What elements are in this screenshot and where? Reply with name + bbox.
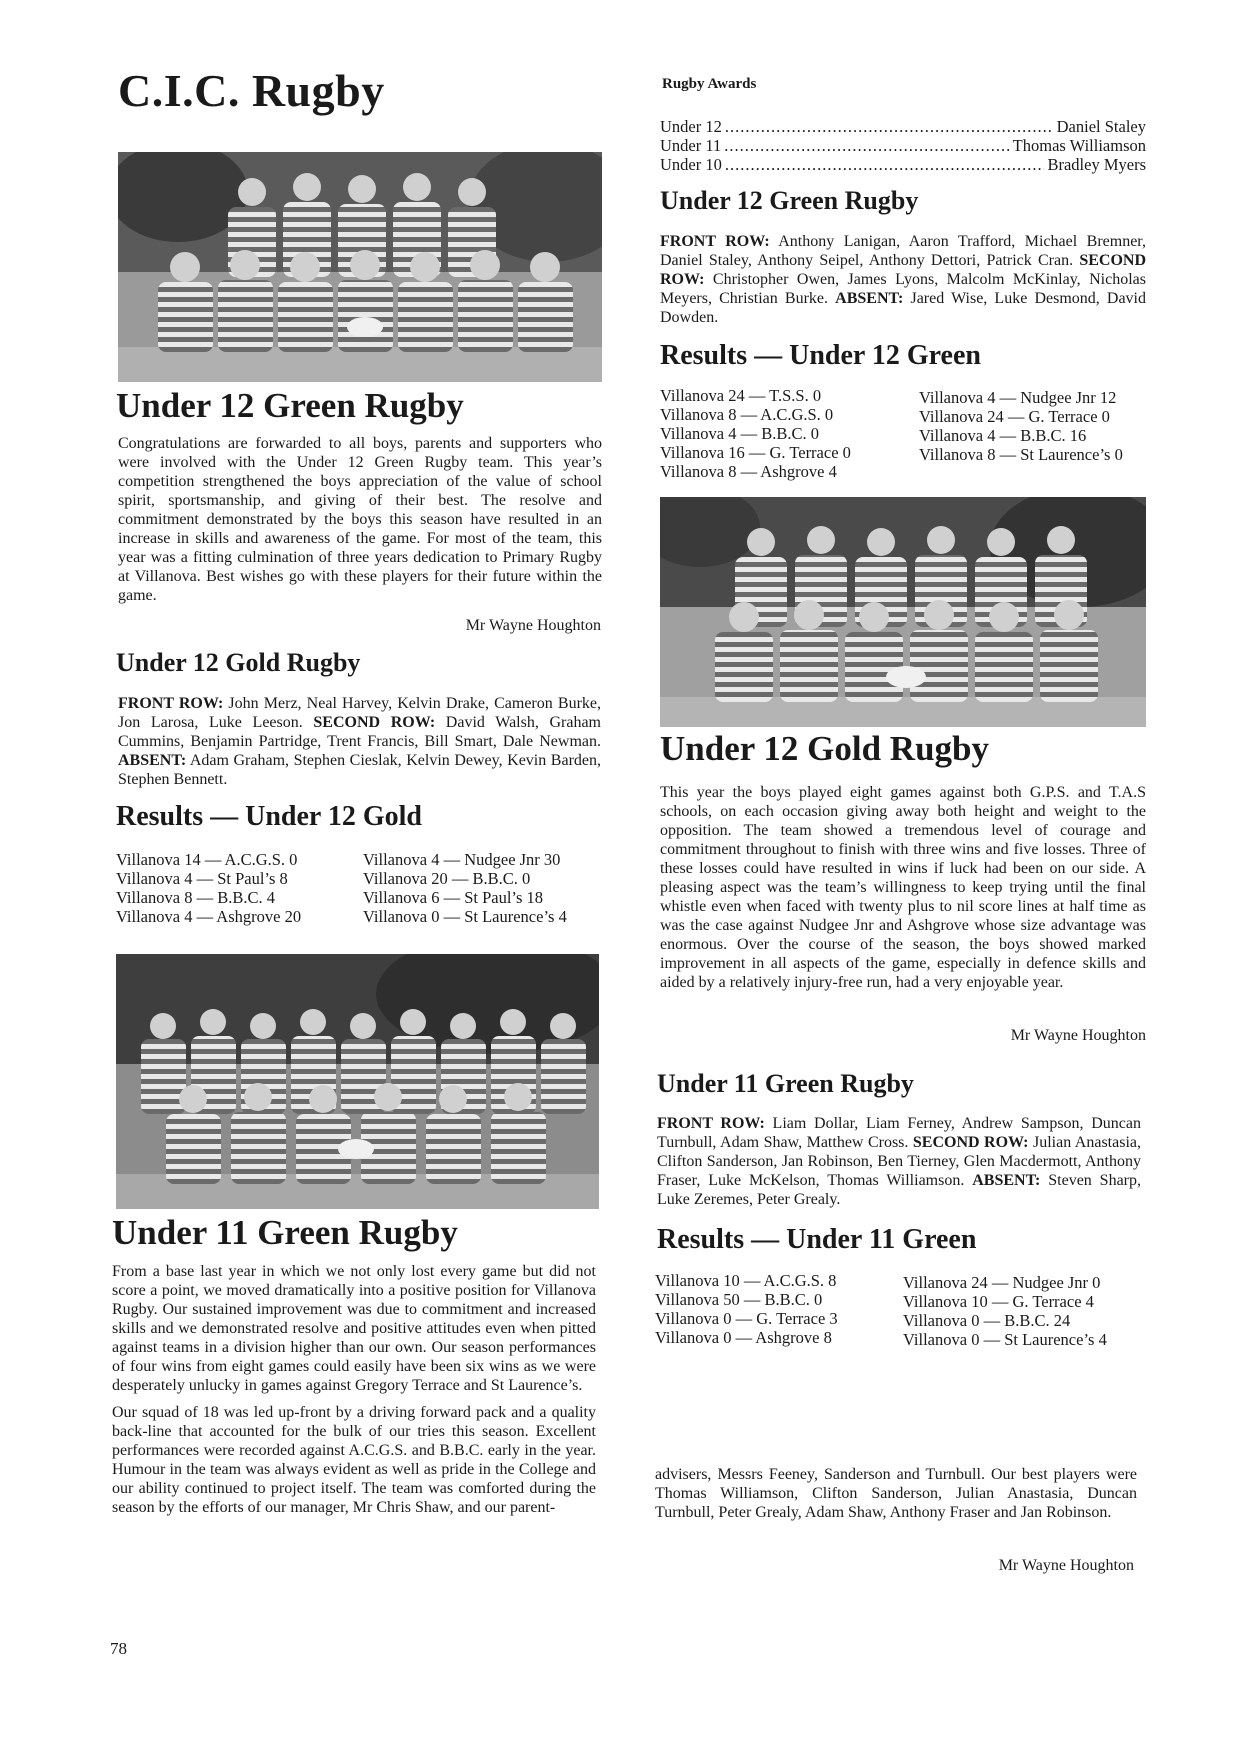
absent-label: ABSENT: [118, 752, 187, 769]
result-line: Villanova 20 — B.B.C. 0 [363, 869, 531, 888]
results-heading-u11-green: Results — Under 11 Green [657, 1224, 977, 1255]
roster-u12-green [660, 232, 1146, 327]
front-row-label: FRONT ROW: [118, 695, 224, 712]
second-row-names: David Walsh, Graham Cummins, Benjamin Partridge, Trent Francis, Bill Smart, Dale Newman. [118, 714, 602, 750]
award-leader-dots [725, 117, 1054, 136]
award-name: Thomas Williamson [1012, 136, 1146, 155]
second-row-label: SECOND ROW: [660, 252, 1146, 288]
result-line: Villanova 8 — B.B.C. 4 [116, 888, 275, 907]
results-u12-green-left [660, 386, 851, 481]
team-heading-u12-gold: Under 12 Gold Rugby [116, 648, 361, 677]
award-label: Under 11 [660, 136, 722, 155]
award-row [660, 136, 1146, 155]
roster-u11-green [657, 1114, 1141, 1209]
author-u11-green: Mr Wayne Houghton [998, 1557, 1134, 1574]
result-line: Villanova 4 — St Paul’s 8 [116, 869, 288, 888]
team-heading-u11-green: Under 11 Green Rugby [657, 1069, 914, 1098]
front-row-names: Anthony Lanigan, Aaron Trafford, Michael Bremner, Daniel Staley, Anthony Seipel, Anthony Dettori, Patrick Cran. [660, 233, 1146, 269]
result-line: Villanova 0 — St Laurence’s 4 [363, 907, 567, 926]
page-title: C.I.C. Rugby [118, 65, 385, 116]
report-u11-green-p2: Our squad of 18 was led up-front by a driving forward pack and a quality back-line that accounted for the bulk of our tries this season. Excellent performances were recorded against A.C.G.S. and B.B.C. early in the year. Humour in the team was always evident as well as pride in the College and our ability continued to project itself. The team was comforted during the season by the efforts of our manager, Mr Chris Shaw, and our parent- [112, 1404, 596, 1516]
results-heading-u12-green: Results — Under 12 Green [660, 340, 981, 371]
award-leader-dots [724, 136, 1009, 155]
photo-illustration [118, 152, 602, 382]
result-line: Villanova 8 — Ashgrove 4 [660, 462, 837, 481]
front-row-names: John Merz, Neal Harvey, Kelvin Drake, Cameron Burke, Jon Larosa, Luke Leeson. [118, 695, 601, 731]
award-label: Under 12 [660, 117, 722, 136]
roster-u12-gold [118, 694, 601, 789]
second-row-names: Christopher Owen, James Lyons, Malcolm McKinlay, Nicholas Meyers, Christian Burke. [660, 271, 1146, 307]
result-line: Villanova 4 — B.B.C. 16 [919, 426, 1087, 445]
caption-u12-green: Under 12 Green Rugby [116, 386, 464, 425]
result-line: Villanova 24 — Nudgee Jnr 0 [903, 1273, 1101, 1292]
caption-u11-green: Under 11 Green Rugby [112, 1213, 458, 1252]
report-u12-gold [660, 783, 1146, 992]
absent-names: Jared Wise, Luke Desmond, David Dowden. [660, 290, 1146, 326]
report-u11-green [112, 1262, 596, 1517]
result-line: Villanova 0 — St Laurence’s 4 [903, 1330, 1107, 1349]
award-row [660, 117, 1146, 136]
result-line: Villanova 10 — A.C.G.S. 8 [655, 1271, 837, 1290]
result-line: Villanova 0 — B.B.C. 24 [903, 1311, 1071, 1330]
award-name: Bradley Myers [1047, 155, 1146, 174]
second-row-label: SECOND ROW: [912, 1134, 1029, 1151]
second-row-names: Julian Anastasia, Clifton Sanderson, Jan Robinson, Ben Tierney, Glen Macdermott, Anthony Fraser, Luke McKelson, Thomas Williamson. [657, 1134, 1141, 1189]
result-line: Villanova 4 — B.B.C. 0 [660, 424, 819, 443]
result-line: Villanova 6 — St Paul’s 18 [363, 888, 544, 907]
result-line: Villanova 0 — Ashgrove 8 [655, 1328, 832, 1347]
results-u12-gold-left [116, 850, 301, 926]
awards-list [660, 117, 1146, 174]
page-number: 78 [110, 1639, 127, 1658]
front-row-names: Liam Dollar, Liam Ferney, Andrew Sampson, Duncan Turnbull, Adam Shaw, Matthew Cross. [657, 1115, 1141, 1151]
absent-names: Steven Sharp, Luke Zeremes, Peter Grealy. [657, 1172, 1142, 1208]
report-u12-green-text: Congratulations are forwarded to all boys, parents and supporters who were involved with the Under 12 Green Rugby team. This year’s competition strengthened the boys appreciation of the value of school spirit, sportsmanship, and giving of their best. The resolve and commitment demonstrated by the boys this season have resulted in an increase in skills and awareness of the game. For most of the team, this year was a fitting culmination of three years dedication to Primary Rugby at Villanova. Best wishes go with these players for their future within the game. [118, 435, 602, 604]
award-label: Under 10 [660, 155, 722, 174]
absent-label: ABSENT: [972, 1172, 1041, 1189]
result-line: Villanova 50 — B.B.C. 0 [655, 1290, 823, 1309]
absent-names: Adam Graham, Stephen Cieslak, Kelvin Dewey, Kevin Barden, Stephen Bennett. [118, 752, 601, 788]
results-u12-green-right [919, 388, 1123, 464]
result-line: Villanova 4 — Nudgee Jnr 12 [919, 388, 1117, 407]
team-photo-u11-green [116, 954, 599, 1209]
author-u12-gold: Mr Wayne Houghton [1010, 1027, 1146, 1044]
results-u11-green-right [903, 1273, 1107, 1349]
result-line: Villanova 14 — A.C.G.S. 0 [116, 850, 298, 869]
awards-heading: Rugby Awards [662, 76, 757, 92]
report-u12-green [118, 434, 602, 605]
second-row-label: SECOND ROW: [313, 714, 436, 731]
result-line: Villanova 4 — Nudgee Jnr 30 [363, 850, 561, 869]
results-u11-green-left [655, 1271, 838, 1347]
author-u12-green: Mr Wayne Houghton [465, 617, 601, 634]
result-line: Villanova 16 — G. Terrace 0 [660, 443, 851, 462]
front-row-label: FRONT ROW: [660, 233, 770, 250]
absent-label: ABSENT: [835, 290, 904, 307]
team-photo-u12-gold [660, 497, 1146, 727]
result-line: Villanova 24 — T.S.S. 0 [660, 386, 822, 405]
report-u11-green-continued [655, 1465, 1137, 1522]
result-line: Villanova 10 — G. Terrace 4 [903, 1292, 1094, 1311]
result-line: Villanova 0 — G. Terrace 3 [655, 1309, 838, 1328]
award-name: Daniel Staley [1056, 117, 1146, 136]
award-row [660, 155, 1146, 174]
results-u12-gold-right [363, 850, 567, 926]
caption-u12-gold: Under 12 Gold Rugby [660, 729, 990, 768]
result-line: Villanova 8 — St Laurence’s 0 [919, 445, 1123, 464]
team-photo-u12-green [118, 152, 602, 382]
team-heading-u12-green: Under 12 Green Rugby [660, 186, 919, 215]
result-line: Villanova 8 — A.C.G.S. 0 [660, 405, 834, 424]
result-line: Villanova 24 — G. Terrace 0 [919, 407, 1110, 426]
front-row-label: FRONT ROW: [657, 1115, 765, 1132]
photo-illustration [660, 497, 1146, 727]
report-u12-gold-text: This year the boys played eight games against both G.P.S. and T.A.S schools, on each occasion giving away both height and weight to the opposition. The team showed a tremendous level of courage and commitment throughout to finish with three wins and five losses. Three of these losses could have resulted in wins if luck had been on our side. A pleasing aspect was the team’s willingness to keep trying until the final whistle even when faced with twenty plus to nil score lines at half time as was the case against Nudgee Jnr and Ashgrove whose size advantage was enormous. Over the course of the season, the boys showed marked improvement in all aspects of the game, especially in defence skills and aided by a relatively injury-free run, had a very enjoyable year. [660, 784, 1146, 991]
result-line: Villanova 4 — Ashgrove 20 [116, 907, 302, 926]
photo-illustration [116, 954, 599, 1209]
report-u11-green-p1: From a base last year in which we not only lost every game but did not score a point, we moved dramatically into a positive position for Villanova Rugby. Our sustained improvement was due to commitment and increased skills and we demonstrated resolve and positive attitudes even when pitted against teams in a division higher than our own. Our season performances of four wins from eight games could easily have been six wins as we were desperately unlucky in games against Gregory Terrace and St Laurence’s. [112, 1263, 596, 1394]
results-heading-u12-gold: Results — Under 12 Gold [116, 801, 422, 832]
report-u11-green-cont-text: advisers, Messrs Feeney, Sanderson and Turnbull. Our best players were Thomas Williamson, Clifton Sanderson, Julian Anastasia, Duncan Turnbull, Peter Grealy, Adam Shaw, Anthony Fraser and Jan Robinson. [655, 1466, 1137, 1521]
award-leader-dots [725, 155, 1045, 174]
